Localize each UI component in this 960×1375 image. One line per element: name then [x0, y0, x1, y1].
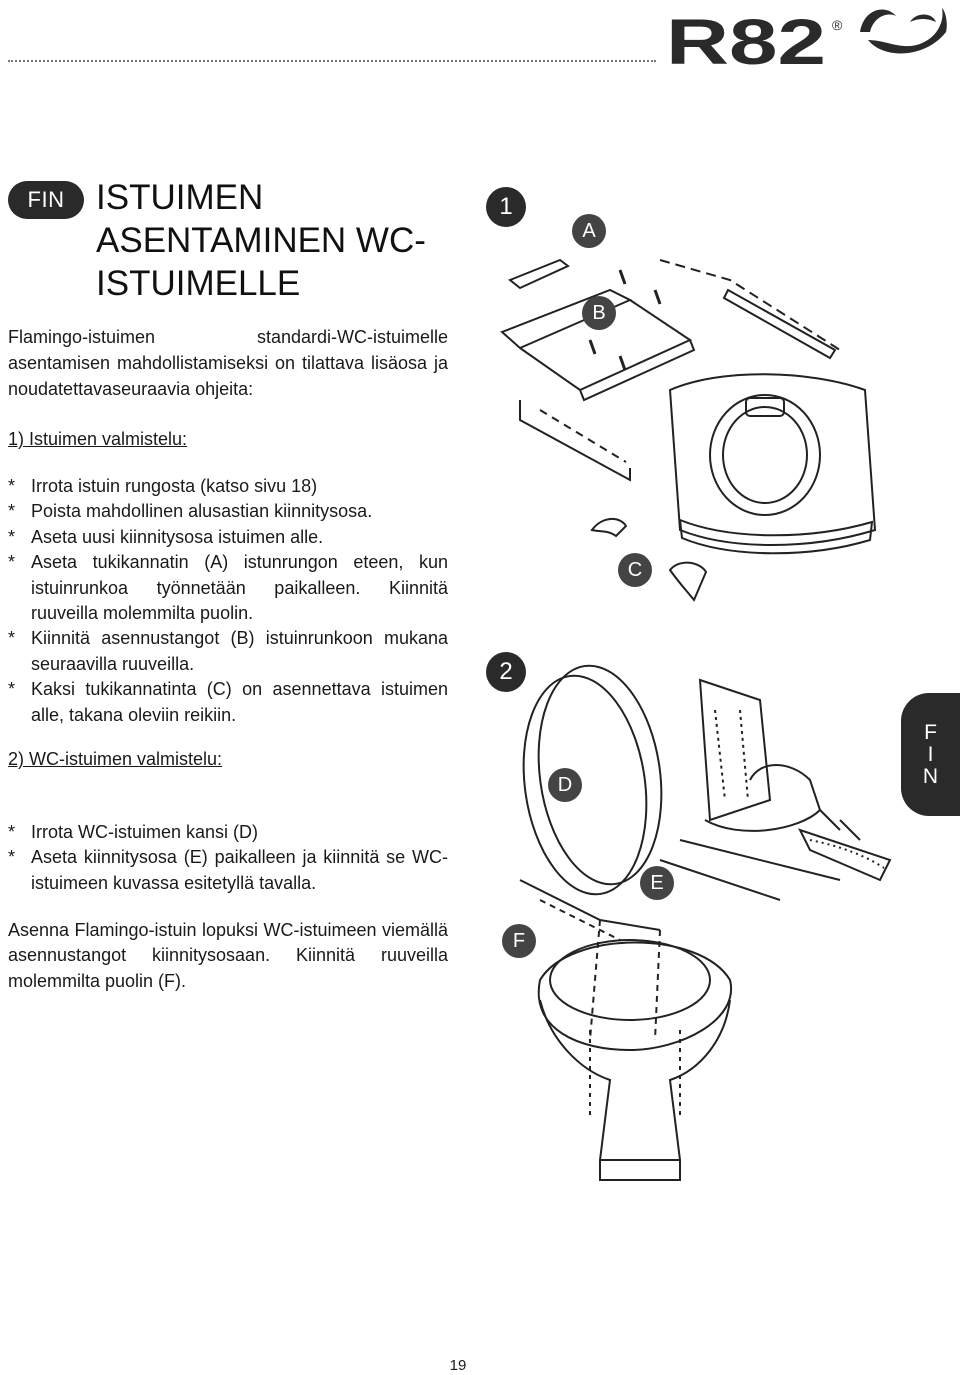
side-tab-letter: I	[927, 742, 934, 766]
toilet-lid-illustration	[510, 658, 674, 903]
list-item: * Aseta uusi kiinnitysosa istuimen alle.	[8, 525, 448, 550]
list-item: * Kaksi tukikannatinta (C) on asennettava istuimen alle, takana oleviin reikiin.	[8, 677, 448, 728]
label-e: E	[640, 866, 674, 900]
header-dotted-rule	[8, 60, 656, 62]
mounting-rod-illustration	[520, 880, 660, 1040]
flamingo-seat-illustration	[660, 680, 890, 900]
list-item: * Irrota istuin rungosta (katso sivu 18)	[8, 474, 448, 499]
side-tab-letter: F	[924, 720, 937, 744]
page-title: ISTUIMEN ASENTAMINEN WC-ISTUIMELLE	[96, 178, 426, 303]
list-item: * Aseta tukikannatin (A) istunrungon eteen, kun istuinrunkoa työnnetään paikalleen. Kiinnitä ruuveilla molemmilta puolin.	[8, 550, 448, 626]
language-badge: FIN	[8, 181, 84, 219]
logo-registered-mark: ®	[832, 17, 843, 33]
label-f: F	[502, 924, 536, 958]
step-2-marker: 2	[486, 652, 526, 692]
toilet-bowl-illustration	[539, 940, 731, 1180]
section2-heading: 2) WC-istuimen valmistelu:	[8, 749, 223, 769]
logo-swoosh-icon	[860, 8, 947, 53]
final-paragraph: Asenna Flamingo-istuin lopuksi WC-istuimeen viemällä asennustangot kiinnitysosaan. Kiinnitä ruuveilla molemmilta puolin (F).	[8, 920, 448, 991]
seat-shell-illustration	[670, 374, 875, 553]
label-d: D	[548, 768, 582, 802]
label-c: C	[618, 553, 652, 587]
assembly-illustration	[480, 240, 900, 1330]
page-number: 19	[449, 1357, 467, 1374]
language-side-tab	[901, 693, 960, 816]
label-a: A	[572, 214, 606, 248]
list-item: * Aseta kiinnitysosa (E) paikalleen ja kiinnitä se WC-istuimeen kuvassa esitetyllä tavalla.	[8, 845, 448, 896]
label-b: B	[582, 296, 616, 330]
r82-logo	[664, 2, 956, 68]
intro-paragraph: Flamingo-istuimen standardi-WC-istuimelle asentamisen mahdollistamiseksi on tilattava lisäosa ja noudatettavaseuraavia ohjeita:	[8, 327, 448, 399]
section2-bullet-list	[8, 820, 448, 896]
side-tab-letter: N	[922, 764, 939, 788]
list-item: * Irrota WC-istuimen kansi (D)	[8, 820, 448, 845]
section1-heading: 1) Istuimen valmistelu:	[8, 429, 188, 449]
list-item: * Kiinnitä asennustangot (B) istuinrunkoon mukana seuraavilla ruuveilla.	[8, 626, 448, 677]
section1-bullet-list	[8, 474, 448, 728]
seat-bracket-illustration	[502, 260, 840, 480]
list-item: * Poista mahdollinen alusastian kiinnitysosa.	[8, 499, 448, 524]
logo-wordmark: R82	[666, 6, 826, 68]
step-1-marker: 1	[486, 187, 526, 227]
